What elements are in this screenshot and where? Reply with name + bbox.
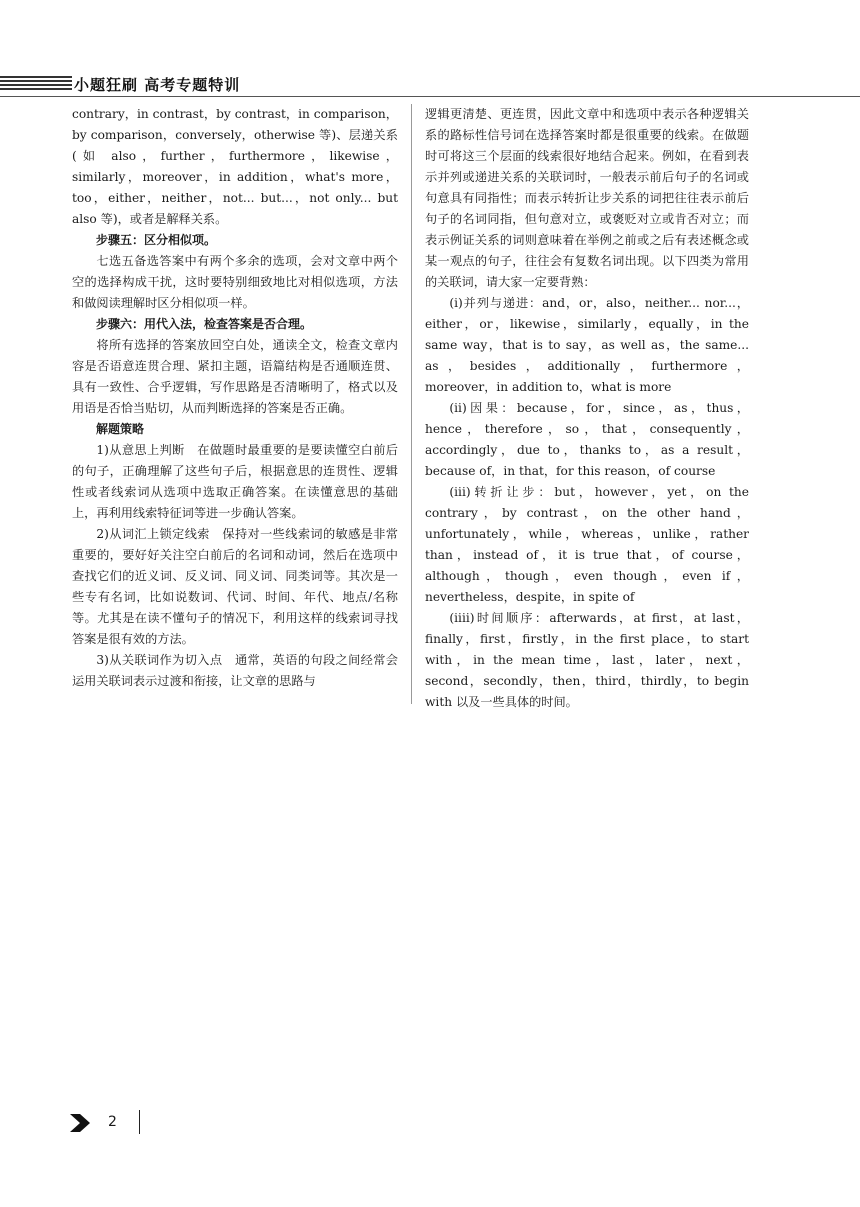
header-rule — [0, 96, 860, 97]
left-column — [72, 104, 398, 692]
header-decoration — [0, 76, 72, 94]
footer-divider — [139, 1110, 140, 1134]
step-heading: 步骤六：用代入法，检查答案是否合理。 — [96, 317, 313, 331]
chevron-right-icon — [70, 1114, 92, 1132]
page-header-title: 小题狂刷 高考专题特训 — [74, 76, 241, 94]
page-number: 2 — [108, 1114, 117, 1130]
right-column — [425, 104, 749, 713]
step-heading: 步骤五：区分相似项。 — [96, 233, 217, 247]
paragraph: 2)从词汇上锁定线索 保持对一些线索词的敏感是非常重要的，要好好关注空白前后的名词和动词，然后在选项中查找它们的近义词、反义词、同义词、同类词等。其次是一些专有名词，比如说数词、代词、时间、年代、地点/名称等。尤其是在读不懂句子的情况下，利用这样的线索词寻找答案是很有效的方法。 — [72, 527, 398, 646]
paragraph: 1)从意思上判断 在做题时最重要的是要读懂空白前后的句子，正确理解了这些句子后，根据意思的连贯性、逻辑性或者线索词从选项中选取正确答案。在读懂意思的基础上，再利用线索特征词等进一步确认答案。 — [72, 443, 398, 520]
paragraph: (iiii)时间顺序：afterwards，at first，at last，finally，first，firstly，in the first place，to start with，in the mean time，last，later，next，second，secondly，then，third，thirdly，to begin with 以及一些具体的时间。 — [425, 611, 749, 709]
paragraph: 七选五备选答案中有两个多余的选项，会对文章中两个空的选择构成干扰，这时要特别细致地比对相似选项，方法和做阅读理解时区分相似项一样。 — [72, 254, 398, 310]
paragraph: 将所有选择的答案放回空白处，通读全文，检查文章内容是否语意连贯合理、紧扣主题，语篇结构是否通顺连贯、具有一致性、合乎逻辑，写作思路是否清晰明了，格式以及用语是否恰当贴切，从而判断选择的答案是否正确。 — [72, 338, 398, 415]
paragraph: 逻辑更清楚、更连贯，因此文章中和选项中表示各种逻辑关系的路标性信号词在选择答案时都是很重要的线索。在做题时可将这三个层面的线索很好地结合起来。例如，在看到表示并列或递进关系的关联词时，一般表示前后句子的名词或句意具有同指性；而表示转折让步关系的词把往往表示前后句子的名词同指，但句意对立，或褒贬对立或肯否对立；而表示例证关系的词则意味着在举例之前或之后有表述概念或某一观点的句子，往往会有复数名词出现。以下四类为常用的关联词，请大家一定要背熟： — [425, 107, 749, 289]
section-heading: 解题策略 — [96, 422, 145, 436]
column-divider — [411, 104, 412, 704]
paragraph: contrary，in contrast，by contrast，in comparison，by comparison，conversely，otherwise 等)、层递关系(如 also，further，furthermore，likewise，similarly，moreover，in addition，what's more，too，either，neither，not... but...，not only... but also 等)，或者是解释关系。 — [72, 107, 398, 226]
paragraph: (ii)因果：because，for，since，as，thus，hence，therefore，so，that，consequently，accordingly，due to，thanks to，as a result，because of，in that，for this reason，of course — [425, 401, 749, 478]
paragraph: 3)从关联词作为切入点 通常，英语的句段之间经常会运用关联词表示过渡和衔接，让文章的思路与 — [72, 653, 398, 688]
paragraph: (i)并列与递进：and，or，also，neither... nor...，either，or，likewise，similarly，equally，in the same way，that is to say，as well as，the same... as，besides，additionally，furthermore，moreover，in addition to，what is more — [425, 296, 749, 394]
paragraph: (iii)转折让步：but，however，yet，on the contrary，by contrast，on the other hand，unfortunately，while，whereas，unlike，rather than，instead of，it is true that，of course，although，though，even though，even if，nevertheless，despite，in spite of — [425, 485, 749, 604]
